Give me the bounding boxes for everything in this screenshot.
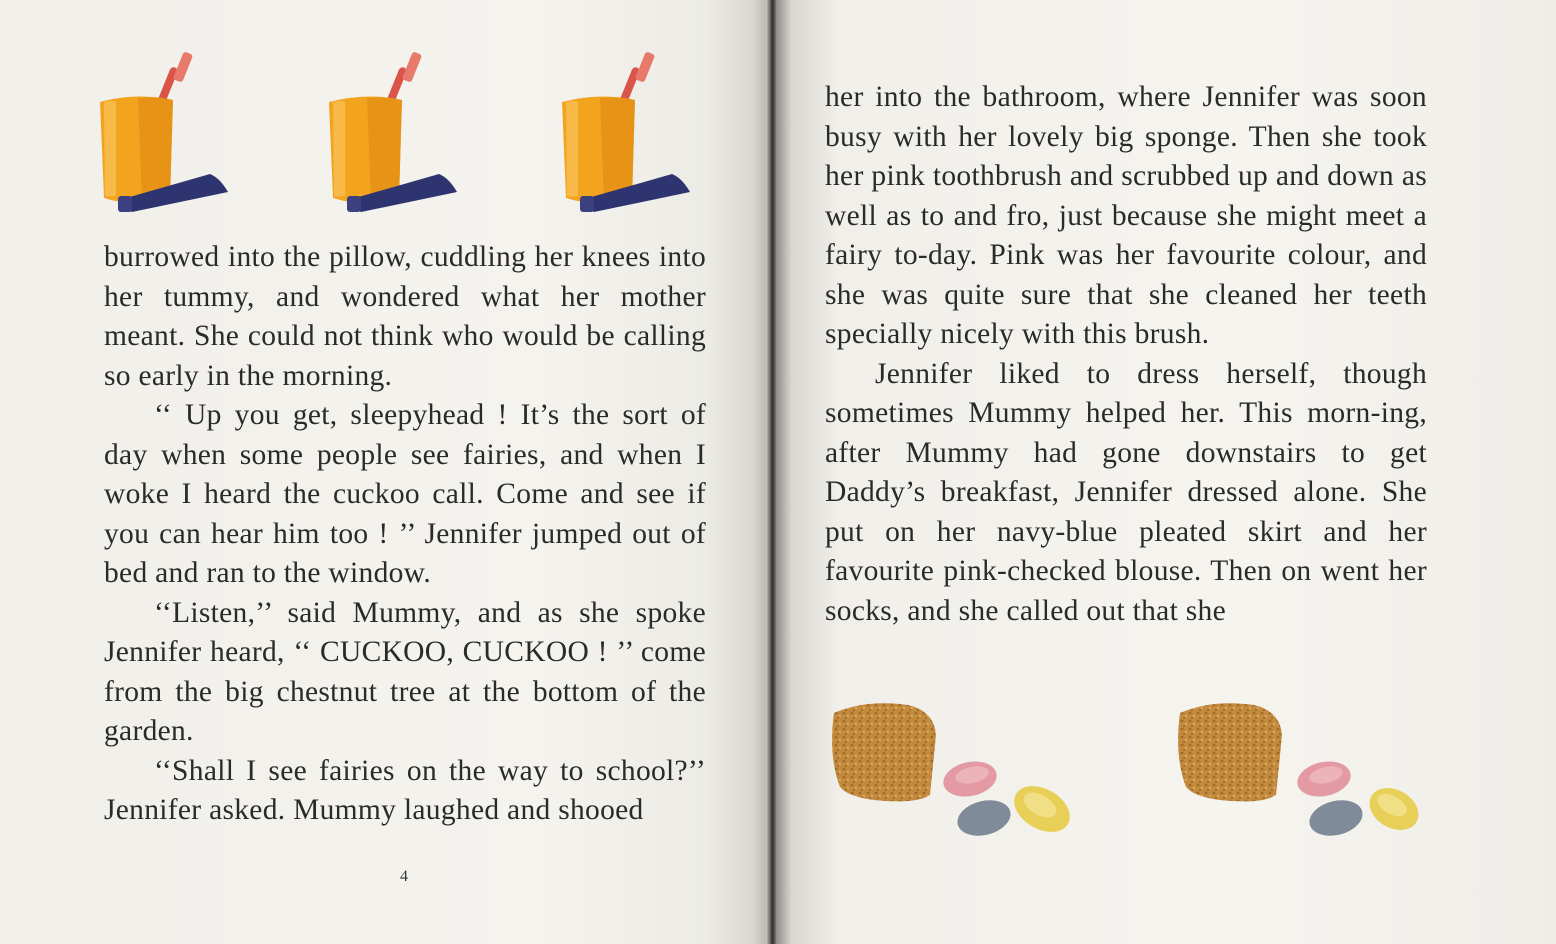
- paragraph: Jennifer liked to dress herself, though sometimes Mummy helped her. This morn-ing, after Mummy had gone downstairs to get Daddy’s breakfast, Jennifer dressed alone. She put on her navy-blue pleated skirt and her favourite pink-checked blouse. Then on went her socks, and she called out that she: [825, 357, 1427, 627]
- right-page-text: [825, 78, 1427, 631]
- left-page: [0, 0, 768, 944]
- paragraph: her into the bathroom, where Jennifer was soon busy with her lovely big sponge. Then she took her pink toothbrush and scrubbed up and down as well as to and fro, just because she might meet a fairy to-day. Pink was her favourite colour, and she was quite sure that she cleaned her teeth specially nicely with this brush.: [825, 81, 1427, 350]
- toothbrush-cup-icon: [327, 40, 467, 215]
- toothbrush-cup-icon: [560, 40, 700, 215]
- paragraph: burrowed into the pillow, cuddling her knees into her tummy, and wondered what her mother meant. She could not think who would be calling so early in the morning.: [104, 241, 706, 392]
- page-number: 4: [400, 868, 408, 885]
- paragraph: ‘‘Shall I see fairies on the way to school?’’ Jennifer asked. Mummy laughed and shooed: [104, 754, 706, 826]
- paragraph: ‘‘ Up you get, sleepyhead ! It’s the sort of day when some people see fairies, and when I woke I heard the cuckoo call. Come and see if you can hear him too ! ’’ Jennifer jumped out of bed and ran to the window.: [104, 399, 706, 589]
- sponge-and-soaps-icon: [826, 695, 1076, 845]
- toothbrush-cup-icon: [98, 40, 238, 215]
- paragraph: ‘‘Listen,’’ said Mummy, and as she spoke Jennifer heard, ‘‘ CUCKOO, CUCKOO ! ’’ come from the big chestnut tree at the bottom of the garden.: [104, 596, 706, 747]
- sponge-and-soaps-icon: [1172, 695, 1422, 845]
- left-page-text: [104, 238, 706, 831]
